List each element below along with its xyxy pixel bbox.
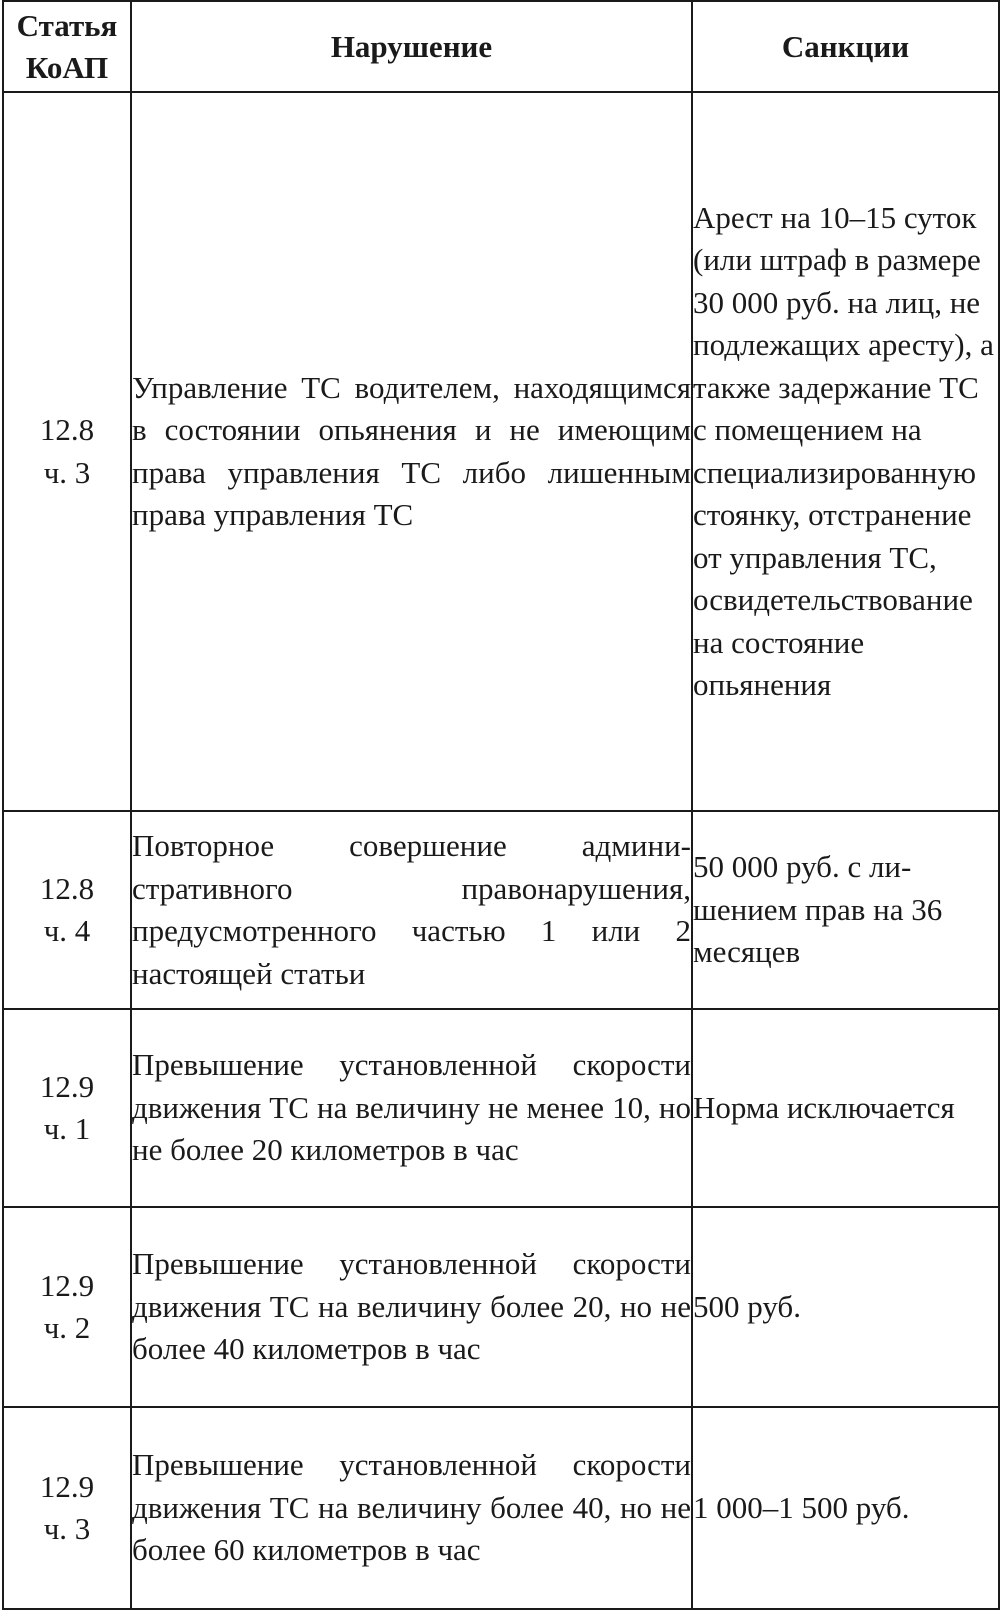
header-sanctions-label: Санкции [781,28,910,64]
table-header-row [3,1,999,92]
article-number: 12.9 [39,1068,95,1104]
violation-text: Управление ТС водителем, находящимся в состоянии опьянения и не имеющим права управления ТС либо лишенным права управления ТС [132,369,691,532]
violation-text: Превышение установленной скорости движения ТС на величину не менее 10, но не более 20 километров в час [132,1047,691,1168]
violation-cell [131,1407,692,1609]
header-violation-label: Нарушение [330,28,493,64]
violation-cell [131,1009,692,1207]
article-part: ч. 2 [43,1310,91,1345]
koap-violations-table [2,0,1000,1610]
sanctions-text: Арест на 10–15 суток (или штраф в размере 30 000 руб. на лиц, не подлежащих аресту), а также задержание ТС с помещением на специализированную стоянку, отстранение от управления ТС, освидетельствование на состояние опьянения [693,199,994,702]
sanctions-cell [692,811,999,1009]
document-page [2,0,998,1610]
sanctions-cell [692,1009,999,1207]
violation-cell [131,1207,692,1407]
article-number: 12.8 [39,870,95,906]
sanctions-text: 1 000–1 500 руб. [693,1489,910,1525]
header-violation [131,1,692,92]
article-cell [3,1009,131,1207]
table-row [3,811,999,1009]
table-row [3,1407,999,1609]
sanctions-cell [692,1407,999,1609]
article-part: ч. 3 [43,1511,91,1546]
article-part: ч. 1 [43,1111,91,1146]
table-row [3,1009,999,1207]
violation-text: Повторное совершение административного правонарушения, предусмотренного частью 1 или 2 настоящей статьи [132,828,691,991]
sanctions-text: 500 руб. [693,1288,801,1324]
article-part: ч. 3 [43,454,91,490]
sanctions-text: Норма исключается [693,1089,955,1125]
article-cell [3,811,131,1009]
header-sanctions [692,1,999,92]
violation-cell [131,811,692,1009]
sanctions-cell [692,92,999,811]
article-number: 12.9 [39,1267,95,1303]
sanctions-text: 50 000 руб. с лишением прав на 36 месяцев [693,849,943,970]
table-row [3,1207,999,1407]
violation-text: Превышение установленной скорости движения ТС на величину более 20, но не более 40 километров в час [132,1246,691,1367]
article-cell [3,1207,131,1407]
violation-cell [131,92,692,811]
sanctions-cell [692,1207,999,1407]
article-part: ч. 4 [43,913,91,948]
table-row [3,92,999,811]
header-article [3,1,131,92]
article-cell [3,92,131,811]
violation-text: Превышение установленной скорости движения ТС на величину более 40, но не более 60 километров в час [132,1447,691,1568]
article-number: 12.9 [39,1468,95,1504]
header-article-label: Статья КоАП [16,7,118,85]
article-number: 12.8 [39,412,95,447]
article-cell [3,1407,131,1609]
